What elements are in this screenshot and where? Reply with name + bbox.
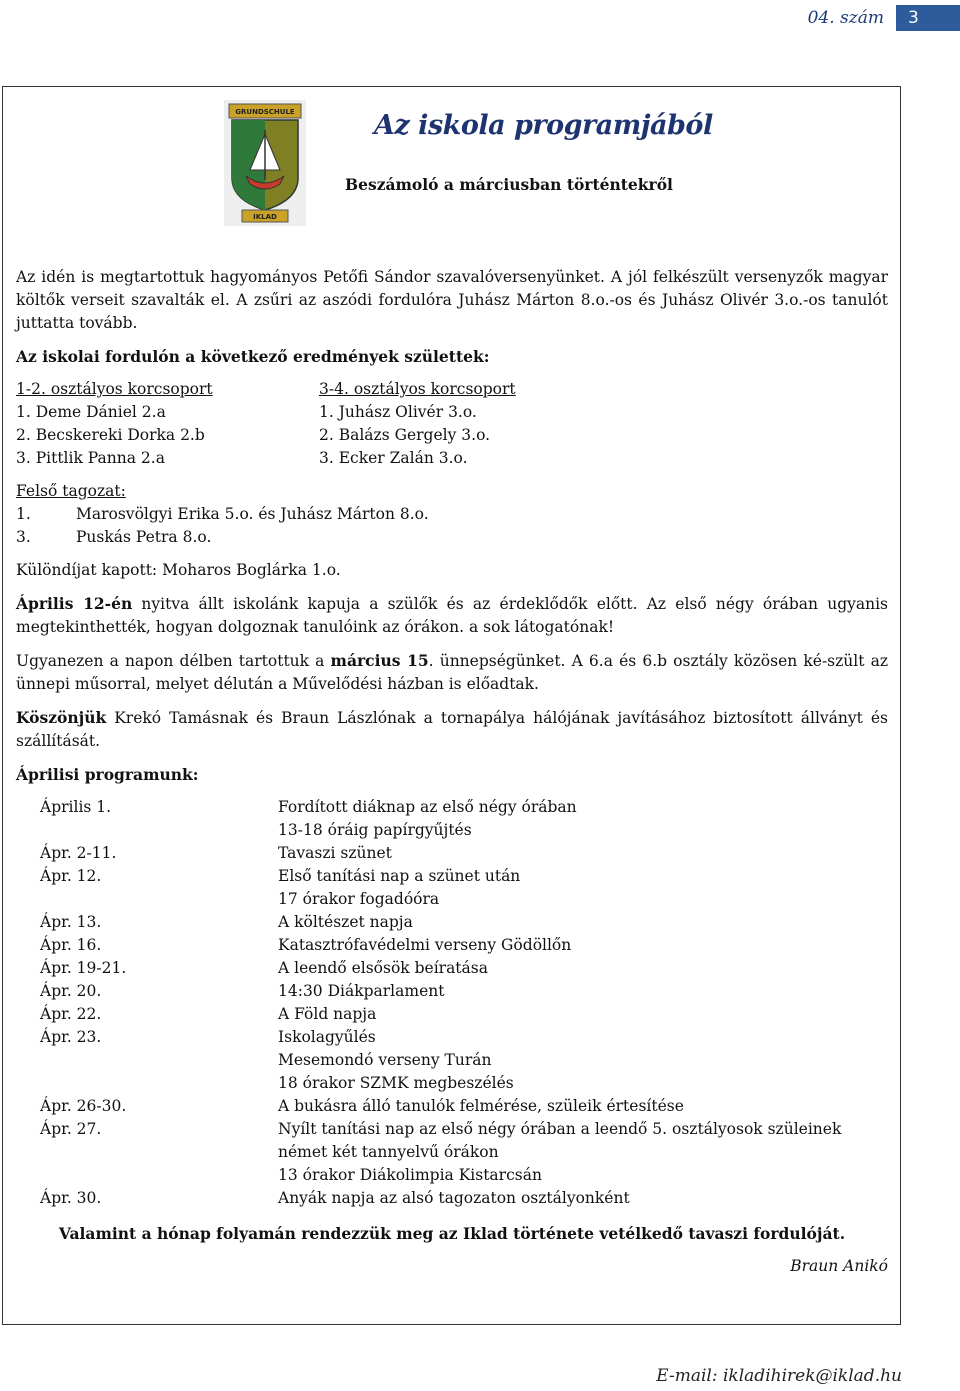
- rank: 1.: [16, 505, 31, 523]
- result-item: 2. Becskereki Dorka 2.b: [16, 426, 205, 444]
- svg-text:IKLAD: IKLAD: [253, 213, 277, 221]
- winner-name: Marosvölgyi Erika 5.o. és Juhász Márton 8.o.: [76, 505, 429, 523]
- rank: 3.: [16, 528, 31, 546]
- closing-note: Valamint a hónap folyamán rendezzük meg az Iklad története vetélkedő tavaszi fordulóját.: [58, 1224, 846, 1243]
- program-event: Nyílt tanítási nap az első négy órában a leendő 5. osztályosok szüleinek: [278, 1120, 842, 1138]
- program-date: [40, 1164, 278, 1187]
- program-date: Ápr. 2-11.: [40, 844, 117, 862]
- footer-email: E-mail: ikladihirek@iklad.hu: [656, 1366, 902, 1386]
- result-item: 2. Balázs Gergely 3.o.: [319, 426, 491, 444]
- program-date: Ápr. 27.: [40, 1120, 102, 1138]
- program-date: Ápr. 22.: [40, 1005, 102, 1023]
- program-row: [40, 842, 888, 865]
- program-event: Katasztrófavédelmi verseny Gödöllőn: [278, 936, 572, 954]
- program-list: [40, 796, 888, 1210]
- program-date: [40, 1049, 278, 1072]
- program-date: [40, 819, 278, 842]
- program-date: Április 1.: [40, 798, 112, 816]
- program-event: Tavaszi szünet: [278, 844, 392, 862]
- program-event: német két tannyelvű órákon: [278, 1143, 499, 1161]
- intro-paragraph: Az idén is megtartottuk hagyományos Petőfi Sándor szavalóversenyünket. A jól felkészült versenyzők magyar költők verseit szavalták el. A zsűri az aszódi fordulóra Juhász Márton 8.o.-os és Juhász Olivér 3.o.-os tanulót juttatta tovább.: [16, 268, 888, 332]
- thanks-paragraph: Köszönjük Krekó Tamásnak és Braun Lászlónak a tornapálya hálójának javításához biztosított állványt és szállítását.: [16, 708, 888, 750]
- school-crest-logo: [224, 100, 306, 226]
- subtitle: Beszámoló a márciusban történtekről: [345, 175, 673, 194]
- program-row: [40, 980, 888, 1003]
- group-1-2: [16, 378, 319, 470]
- program-date: [40, 888, 278, 911]
- program-date: Ápr. 23.: [40, 1028, 102, 1046]
- upper-title: Felső tagozat:: [16, 482, 126, 500]
- group-3-4: [319, 378, 516, 470]
- page-number: 3: [896, 5, 960, 31]
- program-row: [40, 934, 888, 957]
- program-row: [40, 1003, 888, 1026]
- results-heading: Az iskolai fordulón a következő eredmények születtek:: [16, 347, 490, 366]
- svg-text:GRUNDSCHULE: GRUNDSCHULE: [235, 108, 295, 116]
- article-body: [16, 266, 888, 1278]
- program-event: Fordított diáknap az első négy órában: [278, 798, 577, 816]
- program-row: [40, 1072, 888, 1095]
- program-event: 18 órakor SZMK megbeszélés: [278, 1074, 514, 1092]
- program-date: [40, 1072, 278, 1095]
- age-groups: [16, 378, 888, 470]
- program-event: Mesemondó verseny Turán: [278, 1051, 492, 1069]
- upper-result: [16, 503, 888, 526]
- program-event: 13 órakor Diákolimpia Kistarcsán: [278, 1166, 542, 1184]
- program-date: Ápr. 26-30.: [40, 1097, 127, 1115]
- program-event: A költészet napja: [278, 913, 413, 931]
- program-date: Ápr. 30.: [40, 1189, 102, 1207]
- special-prize: Különdíjat kapott: Moharos Boglárka 1.o.: [16, 561, 341, 579]
- program-date: [40, 1141, 278, 1164]
- group-title: 3-4. osztályos korcsoport: [319, 380, 516, 398]
- program-row: [40, 796, 888, 819]
- program-heading: Áprilisi programunk:: [16, 765, 199, 784]
- program-row: [40, 1095, 888, 1118]
- program-row: [40, 865, 888, 888]
- program-event: Első tanítási nap a szünet után: [278, 867, 521, 885]
- issue-label: 04. szám: [807, 8, 884, 28]
- upper-result: [16, 526, 888, 549]
- program-row: [40, 1164, 888, 1187]
- program-row: [40, 1026, 888, 1049]
- result-item: 1. Juhász Olivér 3.o.: [319, 403, 477, 421]
- group-title: 1-2. osztályos korcsoport: [16, 380, 213, 398]
- program-row: [40, 888, 888, 911]
- page-title: Az iskola programjából: [374, 110, 713, 141]
- program-event: 17 órakor fogadóóra: [278, 890, 440, 908]
- program-row: [40, 911, 888, 934]
- result-item: 3. Pittlik Panna 2.a: [16, 449, 165, 467]
- program-row: [40, 819, 888, 842]
- open-day-paragraph: Április 12-én nyitva állt iskolánk kapuja a szülők és az érdeklődők előtt. Az első négy órában ugyanis megtekinthették, hogyan dolgoznak tanulóink az órákon. a sok látogatónak!: [16, 594, 889, 636]
- signature: Braun Anikó: [790, 1257, 888, 1275]
- program-event: A bukásra álló tanulók felmérése, szüleik értesítése: [278, 1097, 684, 1115]
- result-item: 3. Ecker Zalán 3.o.: [319, 449, 468, 467]
- program-event: Iskolagyűlés: [278, 1028, 376, 1046]
- program-date: Ápr. 13.: [40, 913, 102, 931]
- program-row: [40, 1049, 888, 1072]
- program-event: A Föld napja: [278, 1005, 377, 1023]
- program-event: Anyák napja az alsó tagozaton osztályonként: [278, 1189, 630, 1207]
- program-row: [40, 1118, 888, 1141]
- program-row: [40, 957, 888, 980]
- program-row: [40, 1187, 888, 1210]
- winner-name: Puskás Petra 8.o.: [76, 528, 212, 546]
- program-event: A leendő elsősök beíratása: [278, 959, 488, 977]
- program-date: Ápr. 20.: [40, 982, 102, 1000]
- program-row: [40, 1141, 888, 1164]
- program-date: Ápr. 12.: [40, 867, 102, 885]
- program-event: 14:30 Diákparlament: [278, 982, 445, 1000]
- program-date: Ápr. 19-21.: [40, 959, 127, 977]
- march-paragraph: Ugyanezen a napon délben tartottuk a március 15. ünnepségünket. A 6.a és 6.b osztály közösen ké-szült az ünnepi műsorral, melyet délután a Művelődési házban is előadtak.: [16, 651, 888, 693]
- program-event: 13-18 óráig papírgyűjtés: [278, 821, 472, 839]
- program-date: Ápr. 16.: [40, 936, 102, 954]
- result-item: 1. Deme Dániel 2.a: [16, 403, 166, 421]
